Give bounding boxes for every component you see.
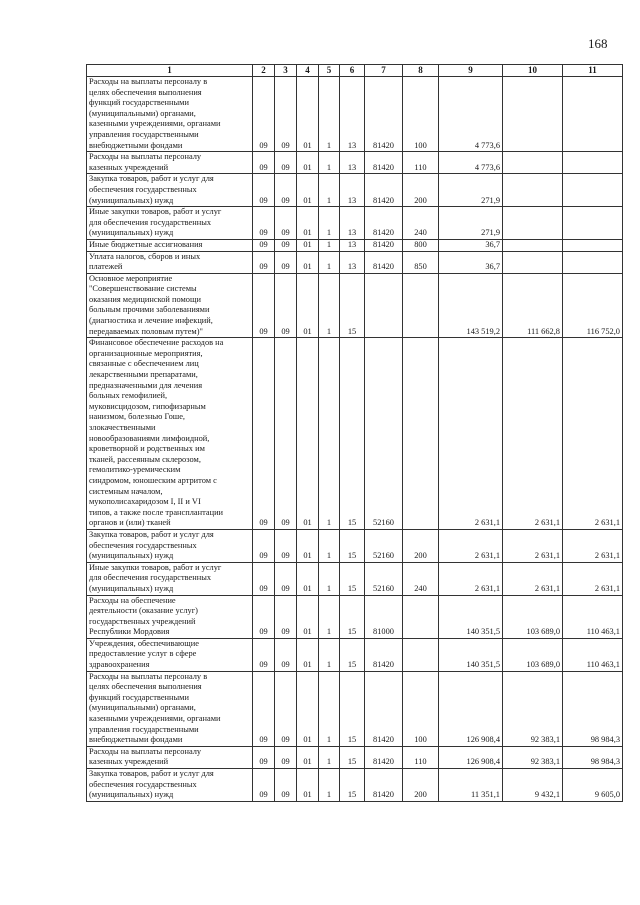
subsection-code: 09 xyxy=(275,529,297,562)
amount-year-2: 2 631,1 xyxy=(503,529,563,562)
subprogram-code: 1 xyxy=(319,251,340,273)
amount-year-1: 2 631,1 xyxy=(439,562,503,595)
table-row xyxy=(87,529,623,562)
program-code: 01 xyxy=(297,562,319,595)
target-item-code: 52160 xyxy=(365,529,403,562)
subprogram-code: 1 xyxy=(319,746,340,768)
amount-year-1: 4 773,6 xyxy=(439,152,503,174)
row-name: Иные закупки товаров, работ и услуг для обеспечения государственных (муниципальных) нужд xyxy=(87,562,253,595)
budget-table xyxy=(86,64,623,802)
section-code: 09 xyxy=(253,207,275,240)
amount-year-1: 140 351,5 xyxy=(439,595,503,638)
row-name: Иные закупки товаров, работ и услуг для обеспечения государственных (муниципальных) нужд xyxy=(87,207,253,240)
amount-year-1: 143 519,2 xyxy=(439,273,503,338)
expense-type-code: 850 xyxy=(403,251,439,273)
event-code: 15 xyxy=(340,595,365,638)
event-code: 13 xyxy=(340,239,365,251)
amount-year-2 xyxy=(503,251,563,273)
amount-year-1: 2 631,1 xyxy=(439,529,503,562)
row-name: Расходы на выплаты персоналу в целях обеспечения выполнения функций государственными (муниципальными) органами, казенными учреждениями, органами управления государственными внебюджетными фондами xyxy=(87,671,253,746)
section-code: 09 xyxy=(253,174,275,207)
amount-year-2: 103 689,0 xyxy=(503,638,563,671)
row-name: Закупка товаров, работ и услуг для обеспечения государственных (муниципальных) нужд xyxy=(87,769,253,802)
table-row xyxy=(87,174,623,207)
target-item-code: 81420 xyxy=(365,77,403,152)
event-code: 13 xyxy=(340,251,365,273)
subsection-code: 09 xyxy=(275,338,297,530)
expense-type-code: 800 xyxy=(403,239,439,251)
amount-year-3: 9 605,0 xyxy=(563,769,623,802)
row-name: Расходы на выплаты персоналу казенных учреждений xyxy=(87,152,253,174)
amount-year-2 xyxy=(503,77,563,152)
amount-year-3: 98 984,3 xyxy=(563,671,623,746)
amount-year-3 xyxy=(563,174,623,207)
row-name: Иные бюджетные ассигнования xyxy=(87,239,253,251)
event-code: 13 xyxy=(340,174,365,207)
subsection-code: 09 xyxy=(275,769,297,802)
event-code: 13 xyxy=(340,207,365,240)
table-header-row xyxy=(87,65,623,77)
expense-type-code: 200 xyxy=(403,174,439,207)
amount-year-3: 110 463,1 xyxy=(563,638,623,671)
program-code: 01 xyxy=(297,769,319,802)
table-row xyxy=(87,671,623,746)
expense-type-code: 240 xyxy=(403,562,439,595)
event-code: 15 xyxy=(340,638,365,671)
amount-year-2: 92 383,1 xyxy=(503,671,563,746)
amount-year-1: 140 351,5 xyxy=(439,638,503,671)
expense-type-code: 100 xyxy=(403,671,439,746)
section-code: 09 xyxy=(253,239,275,251)
section-code: 09 xyxy=(253,671,275,746)
target-item-code: 81420 xyxy=(365,671,403,746)
target-item-code: 81420 xyxy=(365,174,403,207)
event-code: 15 xyxy=(340,769,365,802)
table-row xyxy=(87,152,623,174)
table-row xyxy=(87,273,623,338)
subprogram-code: 1 xyxy=(319,595,340,638)
section-code: 09 xyxy=(253,152,275,174)
section-code: 09 xyxy=(253,746,275,768)
column-header: 9 xyxy=(439,65,503,77)
subsection-code: 09 xyxy=(275,77,297,152)
section-code: 09 xyxy=(253,338,275,530)
amount-year-1: 36,7 xyxy=(439,251,503,273)
section-code: 09 xyxy=(253,529,275,562)
expense-type-code xyxy=(403,638,439,671)
amount-year-2: 103 689,0 xyxy=(503,595,563,638)
program-code: 01 xyxy=(297,77,319,152)
amount-year-1: 126 908,4 xyxy=(439,671,503,746)
amount-year-3: 2 631,1 xyxy=(563,529,623,562)
table-row xyxy=(87,638,623,671)
program-code: 01 xyxy=(297,239,319,251)
event-code: 15 xyxy=(340,338,365,530)
subsection-code: 09 xyxy=(275,174,297,207)
column-header: 5 xyxy=(319,65,340,77)
subprogram-code: 1 xyxy=(319,273,340,338)
event-code: 13 xyxy=(340,152,365,174)
subprogram-code: 1 xyxy=(319,638,340,671)
row-name: Расходы на обеспечение деятельности (оказание услуг) государственных учреждений Республики Мордовия xyxy=(87,595,253,638)
amount-year-2 xyxy=(503,174,563,207)
target-item-code: 81420 xyxy=(365,207,403,240)
event-code: 13 xyxy=(340,77,365,152)
subsection-code: 09 xyxy=(275,273,297,338)
amount-year-3: 110 463,1 xyxy=(563,595,623,638)
amount-year-1: 126 908,4 xyxy=(439,746,503,768)
table-row xyxy=(87,251,623,273)
amount-year-2: 2 631,1 xyxy=(503,338,563,530)
row-name: Закупка товаров, работ и услуг для обеспечения государственных (муниципальных) нужд xyxy=(87,529,253,562)
program-code: 01 xyxy=(297,207,319,240)
target-item-code: 81420 xyxy=(365,746,403,768)
program-code: 01 xyxy=(297,595,319,638)
table-row xyxy=(87,595,623,638)
amount-year-2: 2 631,1 xyxy=(503,562,563,595)
program-code: 01 xyxy=(297,746,319,768)
subsection-code: 09 xyxy=(275,152,297,174)
amount-year-2: 92 383,1 xyxy=(503,746,563,768)
section-code: 09 xyxy=(253,77,275,152)
expense-type-code xyxy=(403,273,439,338)
row-name: Основное мероприятие "Совершенствование системы оказания медицинской помощи больным прочими заболеваниями (диагностика и лечение инфекций, передаваемых половым путем)" xyxy=(87,273,253,338)
subsection-code: 09 xyxy=(275,207,297,240)
row-name: Расходы на выплаты персоналу в целях обеспечения выполнения функций государственными (муниципальными) органами, казенными учреждениями, органами управления государственными внебюджетными фондами xyxy=(87,77,253,152)
row-name: Уплата налогов, сборов и иных платежей xyxy=(87,251,253,273)
subprogram-code: 1 xyxy=(319,77,340,152)
subsection-code: 09 xyxy=(275,746,297,768)
subsection-code: 09 xyxy=(275,251,297,273)
page-number: 168 xyxy=(588,36,608,51)
amount-year-2 xyxy=(503,152,563,174)
column-header: 2 xyxy=(253,65,275,77)
table-row xyxy=(87,207,623,240)
target-item-code: 52160 xyxy=(365,338,403,530)
program-code: 01 xyxy=(297,273,319,338)
amount-year-1: 4 773,6 xyxy=(439,77,503,152)
subsection-code: 09 xyxy=(275,638,297,671)
subprogram-code: 1 xyxy=(319,562,340,595)
amount-year-2 xyxy=(503,207,563,240)
program-code: 01 xyxy=(297,174,319,207)
section-code: 09 xyxy=(253,595,275,638)
event-code: 15 xyxy=(340,562,365,595)
amount-year-1: 2 631,1 xyxy=(439,338,503,530)
column-header: 11 xyxy=(563,65,623,77)
event-code: 15 xyxy=(340,671,365,746)
column-header: 1 xyxy=(87,65,253,77)
row-name: Закупка товаров, работ и услуг для обеспечения государственных (муниципальных) нужд xyxy=(87,174,253,207)
subprogram-code: 1 xyxy=(319,671,340,746)
expense-type-code: 200 xyxy=(403,529,439,562)
target-item-code: 81420 xyxy=(365,152,403,174)
column-header: 6 xyxy=(340,65,365,77)
amount-year-3: 98 984,3 xyxy=(563,746,623,768)
section-code: 09 xyxy=(253,562,275,595)
expense-type-code xyxy=(403,338,439,530)
amount-year-3 xyxy=(563,251,623,273)
table-row xyxy=(87,338,623,530)
event-code: 15 xyxy=(340,529,365,562)
program-code: 01 xyxy=(297,529,319,562)
amount-year-1: 271,9 xyxy=(439,207,503,240)
subprogram-code: 1 xyxy=(319,769,340,802)
column-header: 8 xyxy=(403,65,439,77)
subprogram-code: 1 xyxy=(319,338,340,530)
amount-year-3 xyxy=(563,239,623,251)
subsection-code: 09 xyxy=(275,595,297,638)
amount-year-2: 111 662,8 xyxy=(503,273,563,338)
program-code: 01 xyxy=(297,152,319,174)
expense-type-code: 110 xyxy=(403,746,439,768)
section-code: 09 xyxy=(253,769,275,802)
subprogram-code: 1 xyxy=(319,207,340,240)
row-name: Учреждения, обеспечивающие предоставление услуг в сфере здравоохранения xyxy=(87,638,253,671)
target-item-code xyxy=(365,273,403,338)
target-item-code: 81420 xyxy=(365,638,403,671)
subprogram-code: 1 xyxy=(319,152,340,174)
target-item-code: 52160 xyxy=(365,562,403,595)
program-code: 01 xyxy=(297,671,319,746)
table-row xyxy=(87,746,623,768)
subprogram-code: 1 xyxy=(319,239,340,251)
amount-year-3 xyxy=(563,77,623,152)
section-code: 09 xyxy=(253,251,275,273)
amount-year-2: 9 432,1 xyxy=(503,769,563,802)
subsection-code: 09 xyxy=(275,562,297,595)
expense-type-code: 200 xyxy=(403,769,439,802)
section-code: 09 xyxy=(253,273,275,338)
column-header: 10 xyxy=(503,65,563,77)
subprogram-code: 1 xyxy=(319,174,340,207)
column-header: 7 xyxy=(365,65,403,77)
expense-type-code: 100 xyxy=(403,77,439,152)
amount-year-1: 11 351,1 xyxy=(439,769,503,802)
target-item-code: 81000 xyxy=(365,595,403,638)
subsection-code: 09 xyxy=(275,239,297,251)
table-row xyxy=(87,77,623,152)
expense-type-code: 110 xyxy=(403,152,439,174)
event-code: 15 xyxy=(340,273,365,338)
table-row xyxy=(87,562,623,595)
event-code: 15 xyxy=(340,746,365,768)
table-row xyxy=(87,769,623,802)
target-item-code: 81420 xyxy=(365,251,403,273)
program-code: 01 xyxy=(297,251,319,273)
amount-year-3: 116 752,0 xyxy=(563,273,623,338)
amount-year-3 xyxy=(563,152,623,174)
amount-year-1: 271,9 xyxy=(439,174,503,207)
amount-year-3: 2 631,1 xyxy=(563,562,623,595)
target-item-code: 81420 xyxy=(365,769,403,802)
row-name: Финансовое обеспечение расходов на организационные мероприятия, связанные с обеспечением лиц лекарственными препаратами, предназначенными для лечения больных гемофилией, муковисцидозом, гипофизарным нанизмом, болезнью Гоше, злокачественными новообразованиями лимфоидной, кроветворной и родственных им тканей, рассеянным склерозом, гемолитико-уремическим синдромом, юношеским артритом с системным началом, мукополисахаридозом I, II и VI типов, а также после трансплантации органов и (или) тканей xyxy=(87,338,253,530)
amount-year-3: 2 631,1 xyxy=(563,338,623,530)
target-item-code: 81420 xyxy=(365,239,403,251)
column-header: 3 xyxy=(275,65,297,77)
amount-year-3 xyxy=(563,207,623,240)
column-header: 4 xyxy=(297,65,319,77)
subsection-code: 09 xyxy=(275,671,297,746)
expense-type-code xyxy=(403,595,439,638)
table-row xyxy=(87,239,623,251)
section-code: 09 xyxy=(253,638,275,671)
row-name: Расходы на выплаты персоналу казенных учреждений xyxy=(87,746,253,768)
program-code: 01 xyxy=(297,638,319,671)
expense-type-code: 240 xyxy=(403,207,439,240)
program-code: 01 xyxy=(297,338,319,530)
amount-year-1: 36,7 xyxy=(439,239,503,251)
amount-year-2 xyxy=(503,239,563,251)
subprogram-code: 1 xyxy=(319,529,340,562)
